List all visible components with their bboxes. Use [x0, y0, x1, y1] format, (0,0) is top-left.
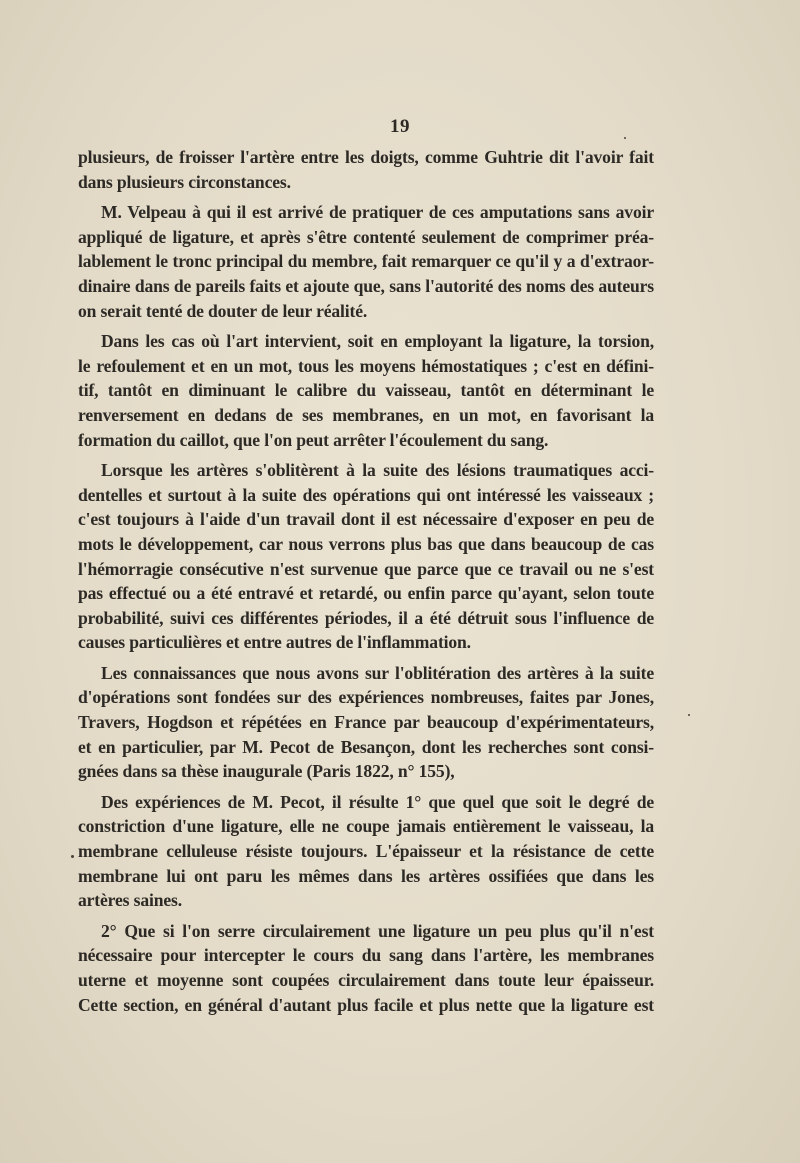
paragraph: [78, 145, 654, 194]
paper-speck: [624, 137, 626, 139]
text-line: pas effectué ou a été entravé et retardé, ou enfin parce qu'ayant, selon toute: [78, 583, 654, 604]
text-line: Les connaissances que nous avons sur l'oblitération des artères à la suite: [101, 662, 654, 683]
text-line: dentelles et surtout à la suite des opérations qui ont intéressé les vaisseaux ;: [78, 484, 654, 505]
text-line: c'est toujours à l'aide d'un travail dont il est nécessaire d'exposer en peu de: [78, 509, 654, 530]
text-line: nécessaire pour intercepter le cours du sang dans l'artère, les membranes: [78, 945, 654, 966]
paper-speck: [688, 714, 690, 716]
paragraph: [78, 200, 654, 323]
text-line: et en particulier, par M. Pecot de Besançon, dont les recherches sont consi-: [78, 736, 654, 757]
text-line: gnées dans sa thèse inaugurale (Paris 1822, n° 155),: [78, 761, 455, 782]
text-line: membrane celluleuse résiste toujours. L'épaisseur et la résistance de cette: [78, 841, 654, 862]
text-line: tif, tantôt en diminuant le calibre du vaisseau, tantôt en déterminant le: [78, 380, 654, 401]
text-line: Dans les cas où l'art intervient, soit en employant la ligature, la torsion,: [101, 331, 654, 352]
text-line: probabilité, suivi ces différentes périodes, il a été détruit sous l'influence de: [78, 607, 654, 628]
text-line: membrane lui ont paru les mêmes dans les artères ossifiées que dans les: [78, 865, 654, 886]
text-line: plusieurs, de froisser l'artère entre les doigts, comme Guhtrie dit l'avoir fait: [78, 147, 654, 167]
text-line: constriction d'une ligature, elle ne coupe jamais entièrement le vaisseau, la: [78, 816, 654, 837]
text-line: 2° Que si l'on serre circulairement une ligature un peu plus qu'il n'est: [101, 920, 654, 941]
text-line: le refoulement et en un mot, tous les moyens hémostatiques ; c'est en défini-: [78, 355, 654, 376]
body-text: [78, 145, 654, 1023]
text-line: dinaire dans de pareils faits et ajoute que, sans l'autorité des noms des auteurs: [78, 275, 654, 296]
text-line: l'hémorragie consécutive n'est survenue que parce que ce travail ou ne s'est: [78, 558, 654, 579]
paragraph: [78, 329, 654, 452]
text-line: uterne et moyenne sont coupées circulairement dans toute leur épaisseur.: [78, 970, 654, 990]
text-line: appliqué de ligature, et après s'être contenté seulement de comprimer préa-: [78, 226, 654, 247]
text-line: artères saines.: [78, 890, 182, 911]
text-line: mots le développement, car nous verrons plus bas que dans beaucoup de cas: [78, 533, 654, 554]
text-line: Lorsque les artères s'oblitèrent à la suite des lésions traumatiques acci-: [101, 460, 654, 481]
text-line: renversement en dedans de ses membranes, en un mot, en favorisant la: [78, 404, 654, 425]
paragraph: [78, 919, 654, 1017]
text-line: d'opérations sont fondées sur des expériences nombreuses, faites par Jones,: [78, 687, 654, 708]
paragraph: [78, 790, 654, 913]
text-line: causes particulières et entre autres de l'inflammation.: [78, 632, 471, 653]
text-line: lablement le tronc principal du membre, fait remarquer ce qu'il y a d'extraor-: [78, 251, 654, 272]
paragraph: [78, 458, 654, 655]
text-line: on serait tenté de douter de leur réalité.: [78, 300, 368, 321]
text-line: Cette section, en général d'autant plus facile et plus nette que la ligature est: [78, 994, 654, 1015]
text-line: Des expériences de M. Pecot, il résulte 1° que quel que soit le degré de: [101, 791, 654, 812]
text-line: Travers, Hogdson et répétées en France par beaucoup d'expérimentateurs,: [78, 712, 654, 733]
paragraph: [78, 661, 654, 784]
page-number: 19: [390, 116, 410, 137]
text-line: dans plusieurs circonstances.: [78, 171, 291, 192]
paper-speck: [71, 855, 74, 858]
text-line: M. Velpeau à qui il est arrivé de pratiquer de ces amputations sans avoir: [101, 202, 654, 223]
text-line: formation du caillot, que l'on peut arrêter l'écoulement du sang.: [78, 429, 549, 450]
